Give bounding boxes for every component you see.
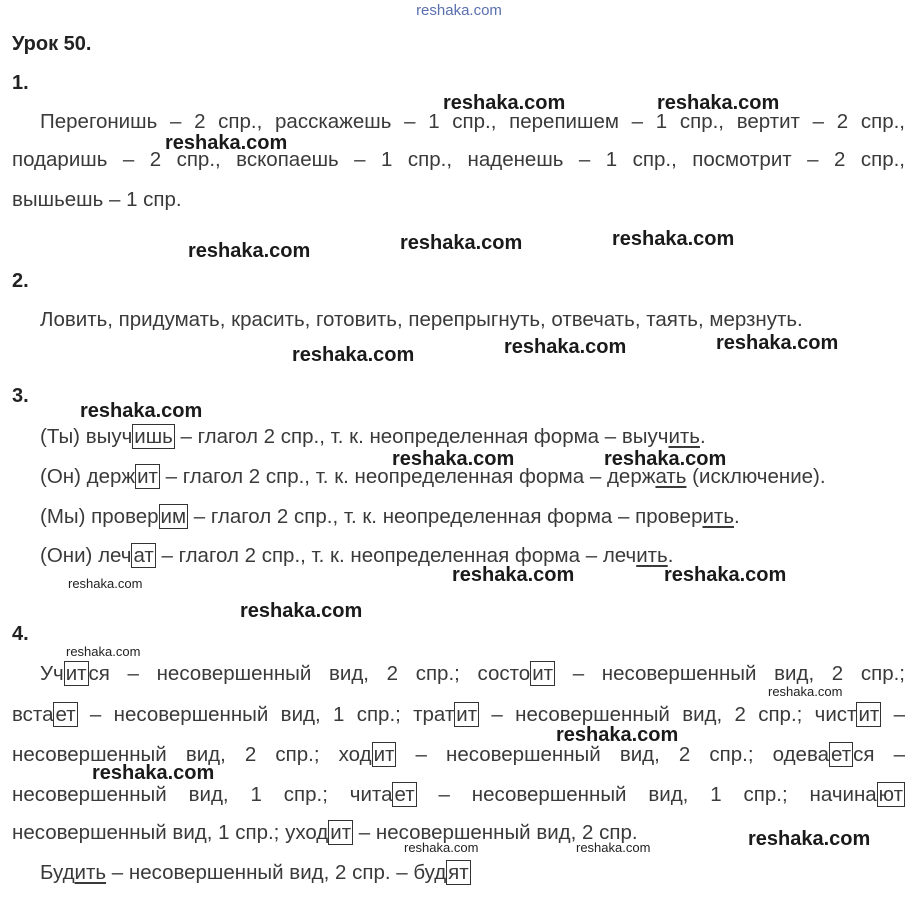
text: ся – (853, 743, 905, 766)
ending-box: ит (330, 821, 352, 844)
ending-box: ет (831, 743, 852, 766)
text: – глагол 2 спр., т. к. неопределенная форма – леч (155, 544, 637, 567)
watermark: reshaka.com (392, 448, 515, 470)
text: ся – несовершенный вид, 2 спр.; состо (88, 662, 531, 685)
text: несовершенный вид, 1 спр.; чита (12, 783, 393, 806)
watermark: reshaka.com (664, 564, 787, 586)
watermark-small: reshaka.com (768, 684, 843, 699)
section-1-number: 1. (12, 72, 29, 94)
text: (Они) леч (40, 544, 132, 567)
text: – несовершенный вид, 1 спр.; трат (77, 703, 455, 726)
section-4-line-4 (12, 783, 905, 807)
text: Буд (40, 861, 75, 884)
suffix-underline: ать (655, 465, 687, 488)
section-1-line-2: подаришь – 2 спр., вскопаешь – 1 спр., наденешь – 1 спр., посмотрит – 2 спр., (12, 148, 905, 171)
ending-box: ит (858, 703, 880, 726)
text: – несовершенный вид, 2 спр.; одева (396, 743, 830, 766)
ending-box: ют (878, 783, 903, 806)
lesson-title: Урок 50. (12, 33, 92, 55)
section-3-item-4 (40, 544, 673, 568)
text: – несовершенный вид, 1 спр.; начина (416, 783, 877, 806)
text: – несовершенный вид, 2 спр.; (555, 662, 905, 685)
watermark: reshaka.com (657, 92, 780, 114)
text: несовершенный вид, 2 спр.; ход (12, 743, 372, 766)
watermark: reshaka.com (716, 332, 839, 354)
text: – глагол 2 спр., т. к. неопределенная форма – провер (188, 505, 703, 528)
text: (исключение). (686, 465, 826, 488)
section-1-line-3: вышьешь – 1 спр. (12, 188, 182, 211)
ending-box: ит (65, 662, 87, 685)
suffix-underline: ить (74, 861, 107, 884)
section-4-number: 4. (12, 623, 29, 645)
section-2-line-1: Ловить, придумать, красить, готовить, перепрыгнуть, отвечать, таять, мерзнуть. (40, 308, 803, 331)
text: (Ты) выуч (40, 425, 133, 448)
text: (Мы) провер (40, 505, 159, 528)
text: – глагол 2 спр., т. к. неопределенная форма – выуч (174, 425, 669, 448)
text: несовершенный вид, 1 спр.; уход (12, 821, 329, 844)
suffix-underline: ить (668, 425, 700, 448)
site-header[interactable]: reshaka.com (416, 2, 502, 19)
text: – (881, 703, 905, 726)
watermark: reshaka.com (165, 132, 288, 154)
section-3-item-1 (40, 425, 706, 449)
watermark: reshaka.com (292, 344, 415, 366)
text: – несовершенный вид, 2 спр.; чист (479, 703, 857, 726)
watermark: reshaka.com (80, 400, 203, 422)
ending-box: ит (456, 703, 478, 726)
ending-box: ит (373, 743, 395, 766)
watermark: reshaka.com (556, 724, 679, 746)
text: . (667, 544, 674, 567)
watermark: reshaka.com (748, 828, 871, 850)
ending-box: им (160, 505, 187, 528)
watermark: reshaka.com (612, 228, 735, 250)
text: – несовершенный вид, 2 спр. – буд (106, 861, 447, 884)
watermark: reshaka.com (240, 600, 363, 622)
ending-box: ит (137, 465, 158, 488)
ending-box: ат (133, 544, 154, 567)
text: . (734, 505, 740, 528)
watermark: reshaka.com (604, 448, 727, 470)
section-2-number: 2. (12, 270, 29, 292)
section-1-line-1: Перегонишь – 2 спр., расскажешь – 1 спр., перепишем – 1 спр., вертит – 2 спр., (40, 110, 905, 133)
watermark-small: reshaka.com (576, 840, 651, 855)
suffix-underline: ить (702, 505, 735, 528)
section-4-line-2 (12, 703, 905, 727)
watermark: reshaka.com (92, 762, 215, 784)
section-4-line-1 (40, 662, 905, 686)
text: Уч (40, 662, 64, 685)
watermark: reshaka.com (452, 564, 575, 586)
text: . (699, 425, 706, 448)
text: – несовершенный вид, 2 спр. (353, 821, 638, 844)
ending-box: ет (394, 783, 415, 806)
section-4-line-6 (40, 861, 471, 885)
watermark: reshaka.com (504, 336, 627, 358)
watermark-small: reshaka.com (68, 576, 143, 591)
ending-box: ишь (134, 425, 173, 448)
section-3-number: 3. (12, 385, 29, 407)
suffix-underline: ить (636, 544, 668, 567)
watermark: reshaka.com (188, 240, 311, 262)
section-3-item-3 (40, 505, 740, 529)
watermark-small: reshaka.com (66, 644, 141, 659)
watermark: reshaka.com (443, 92, 566, 114)
watermark-small: reshaka.com (404, 840, 479, 855)
ending-box: ет (55, 703, 76, 726)
watermark: reshaka.com (400, 232, 523, 254)
ending-box: ит (532, 662, 554, 685)
text: (Он) держ (40, 465, 136, 488)
text: вста (12, 703, 54, 726)
section-4-line-5 (12, 821, 638, 845)
text: – глагол 2 спр., т. к. неопределенная форма – держ (159, 465, 656, 488)
ending-box: ят (448, 861, 469, 884)
